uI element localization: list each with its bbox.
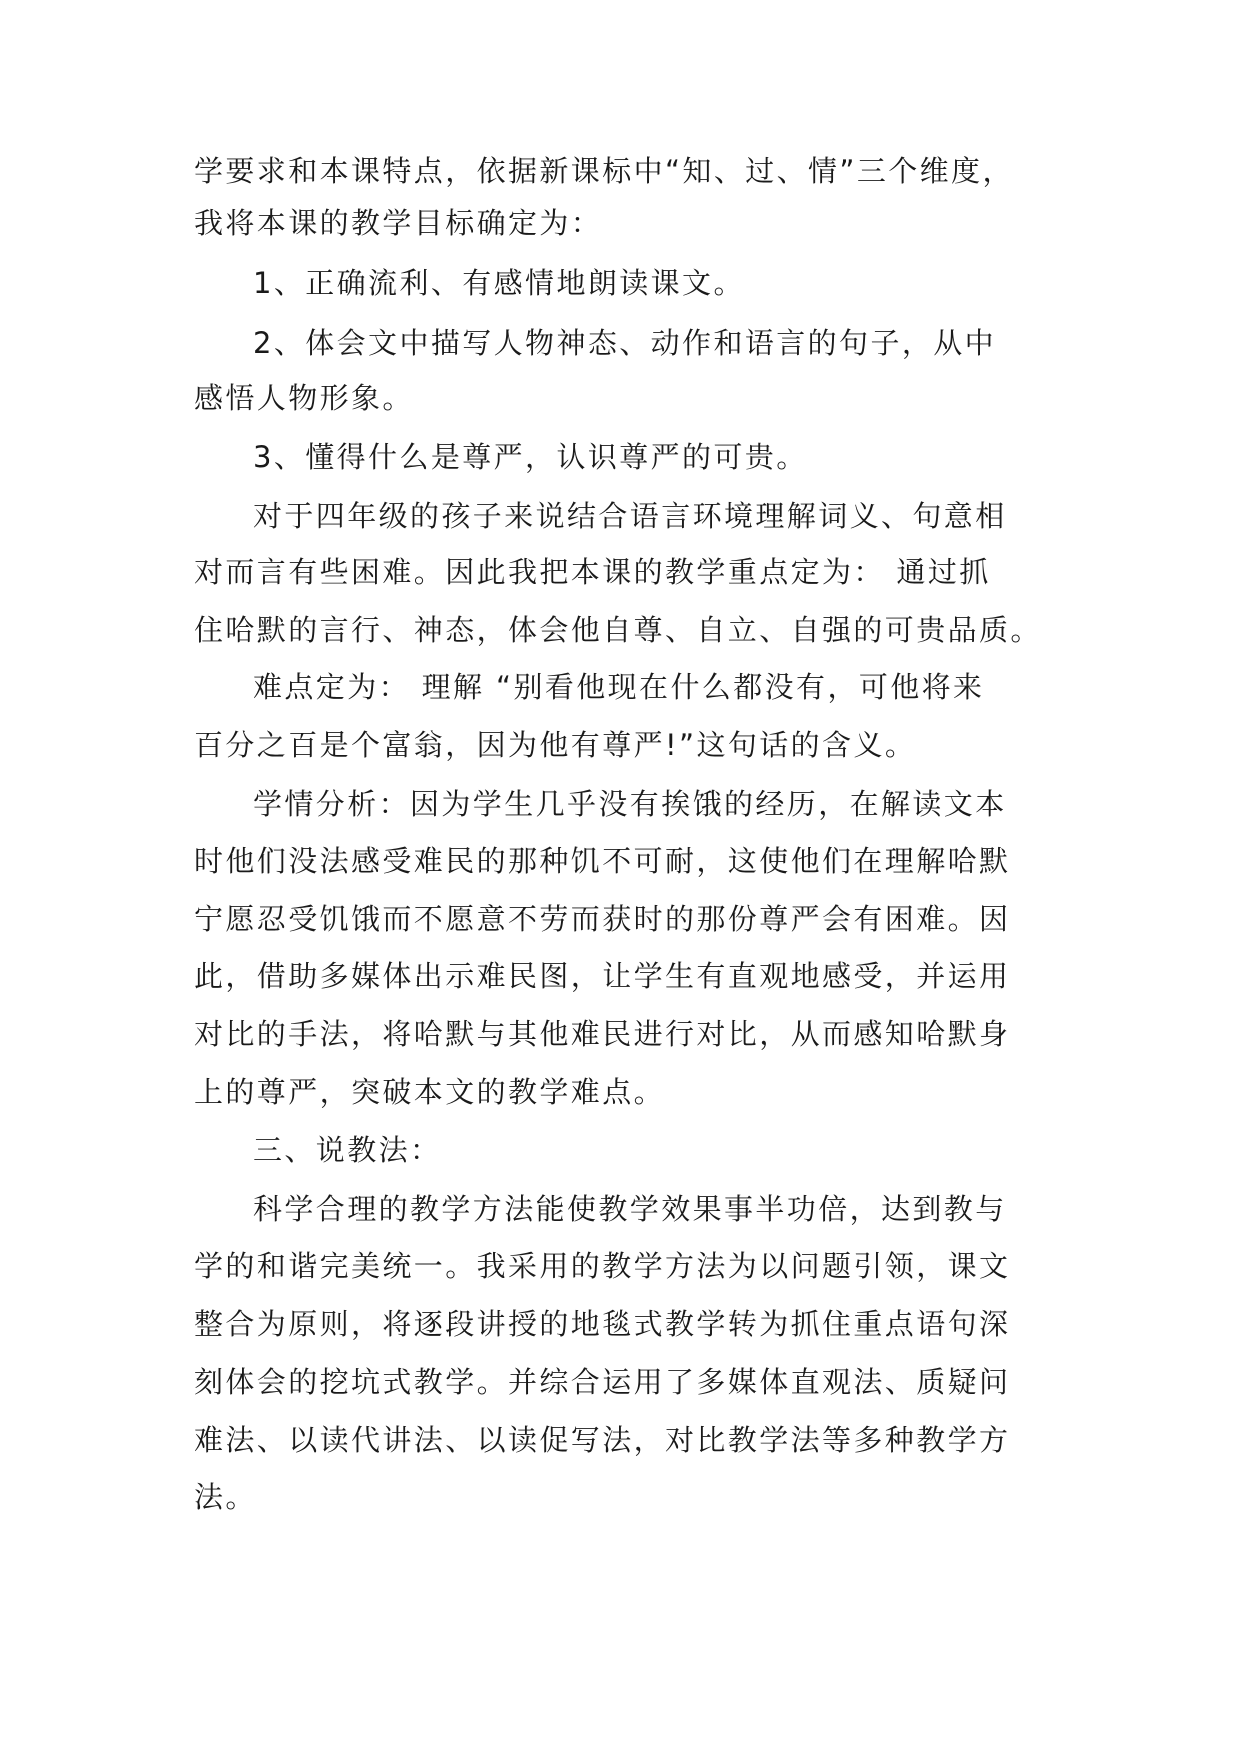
text-line: 学要求和本课特点，依据新课标中“知、过、情”三个维度，	[194, 154, 1014, 188]
paragraph-start: 学情分析：因为学生几乎没有挨饿的经历，在解读文本	[253, 787, 1007, 821]
text-line: 学的和谐完美统一。我采用的教学方法为以问题引领，课文	[194, 1249, 1011, 1283]
text-line: 法。	[194, 1480, 257, 1514]
text-line: 百分之百是个富翁，因为他有尊严!”这句话的含义。	[194, 728, 917, 762]
paragraph-start: 对于四年级的孩子来说结合语言环境理解词义、句意相	[253, 499, 1007, 533]
paragraph-start: 科学合理的教学方法能使教学效果事半功倍，达到教与	[253, 1192, 1007, 1226]
text-line: 我将本课的教学目标确定为：	[194, 206, 603, 240]
list-item-3: 3、懂得什么是尊严，认识尊严的可贵。	[253, 440, 808, 474]
text-line: 刻体会的挖坑式教学。并综合运用了多媒体直观法、质疑问	[194, 1365, 1011, 1399]
text-line: 对比的手法，将哈默与其他难民进行对比，从而感知哈默身	[194, 1017, 1011, 1051]
paragraph-start: 难点定为： 理解 “别看他现在什么都没有，可他将来	[253, 670, 985, 704]
text-line: 住哈默的言行、神态，体会他自尊、自立、自强的可贵品质。	[194, 613, 1042, 647]
text-line: 感悟人物形象。	[194, 381, 414, 415]
text-line: 上的尊严，突破本文的教学难点。	[194, 1075, 666, 1109]
list-item-1: 1、正确流利、有感情地朗读课文。	[253, 266, 745, 300]
text-line: 宁愿忍受饥饿而不愿意不劳而获时的那份尊严会有困难。因	[194, 902, 1011, 936]
text-line: 对而言有些困难。因此我把本课的教学重点定为： 通过抓	[194, 555, 991, 589]
text-line: 难法、以读代讲法、以读促写法，对比教学法等多种教学方	[194, 1423, 1011, 1457]
text-line: 此，借助多媒体出示难民图，让学生有直观地感受，并运用	[194, 959, 1011, 993]
list-item-2: 2、体会文中描写人物神态、动作和语言的句子，从中	[253, 326, 997, 360]
text-line: 整合为原则，将逐段讲授的地毯式教学转为抓住重点语句深	[194, 1307, 1011, 1341]
section-heading: 三、说教法：	[253, 1133, 442, 1167]
text-line: 时他们没法感受难民的那种饥不可耐，这使他们在理解哈默	[194, 844, 1011, 878]
